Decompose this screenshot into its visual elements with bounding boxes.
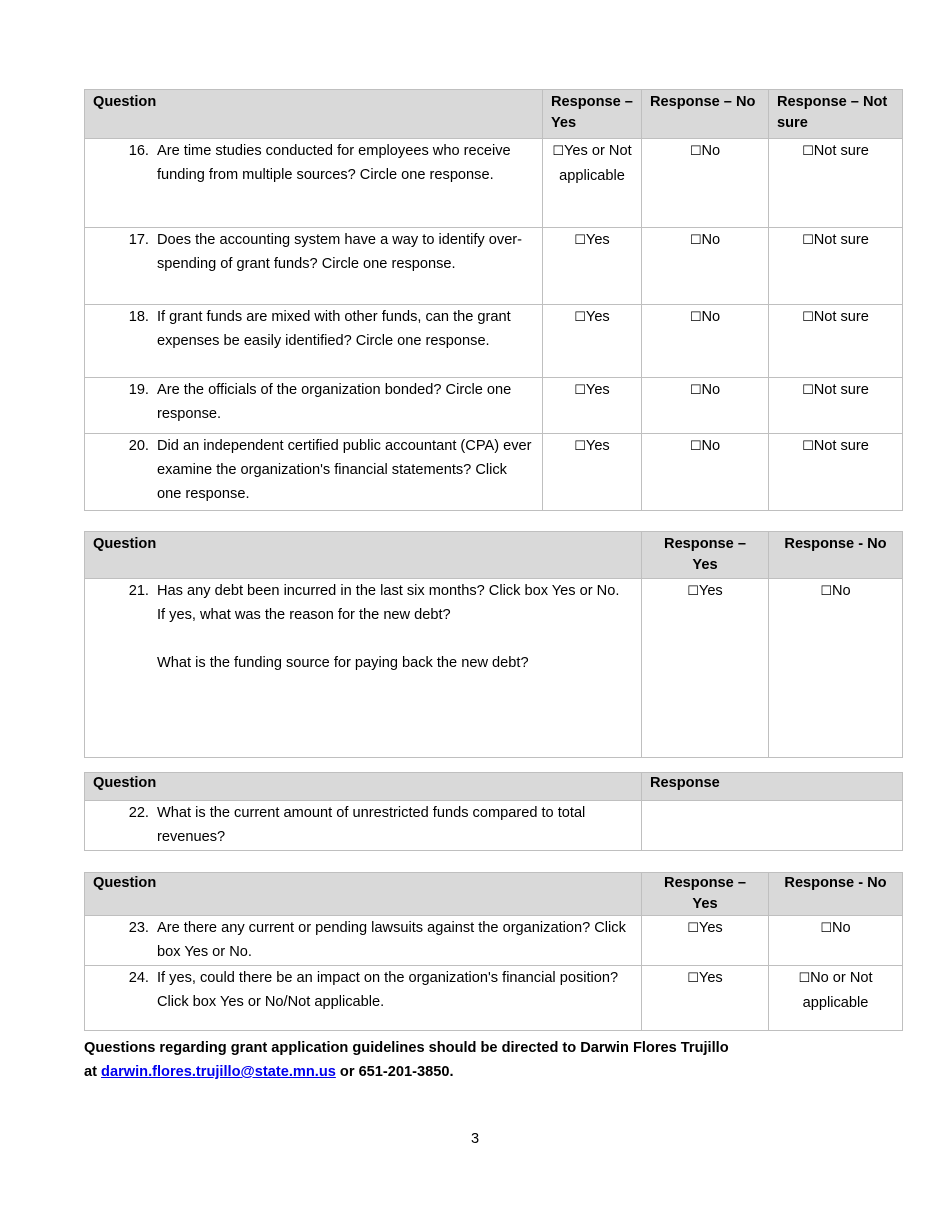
option-label: No bbox=[832, 583, 851, 599]
checkbox-yes[interactable]: ☐ bbox=[574, 439, 586, 454]
followup-reason: If yes, what was the reason for the new debt? bbox=[157, 607, 451, 623]
option-label: No or Not applicable bbox=[802, 970, 873, 1011]
checkbox-yes[interactable]: ☐ bbox=[687, 921, 699, 936]
question-number: 16. bbox=[128, 143, 149, 159]
header-response-no: Response – No bbox=[642, 90, 769, 139]
option-label: Yes bbox=[698, 970, 723, 986]
checkbox-no[interactable]: ☐ bbox=[798, 971, 811, 986]
option-label: Yes bbox=[698, 583, 723, 599]
checkbox-not-sure[interactable]: ☐ bbox=[802, 383, 814, 398]
header-response-yes: Response – Yes bbox=[642, 873, 769, 916]
header-response-yes: Response – Yes bbox=[642, 532, 769, 579]
table-row bbox=[85, 228, 903, 305]
option-label: Not sure bbox=[813, 382, 869, 398]
option-label: No bbox=[701, 438, 721, 454]
response-field[interactable] bbox=[642, 801, 903, 851]
checkbox-yes[interactable]: ☐ bbox=[574, 383, 586, 398]
option-label: Not sure bbox=[813, 309, 869, 325]
checkbox-not-sure[interactable]: ☐ bbox=[802, 310, 814, 325]
checkbox-no[interactable]: ☐ bbox=[689, 144, 702, 159]
question-text: Has any debt been incurred in the last six months? Click box Yes or No. bbox=[157, 583, 620, 599]
checkbox-no[interactable]: ☐ bbox=[820, 921, 832, 936]
header-question: Question bbox=[85, 532, 642, 579]
question-text: Did an independent certified public accountant (CPA) ever examine the organization's financial statements? Click one response. bbox=[157, 438, 532, 502]
question-text: Are the officials of the organization bonded? Circle one response. bbox=[157, 382, 512, 422]
checkbox-not-sure[interactable]: ☐ bbox=[802, 439, 814, 454]
header-response-yes: Response – Yes bbox=[543, 90, 642, 139]
header-response-no: Response - No bbox=[769, 532, 903, 579]
contact-at: at bbox=[84, 1064, 97, 1080]
checkbox-yes[interactable]: ☐ bbox=[574, 310, 586, 325]
email-link[interactable]: darwin.flores.trujillo@state.mn.us bbox=[101, 1064, 336, 1080]
option-label: Not sure bbox=[813, 438, 869, 454]
option-label: Yes bbox=[585, 438, 610, 454]
option-label: No bbox=[701, 232, 721, 248]
option-label: No bbox=[701, 143, 721, 159]
page-number: 3 bbox=[470, 1131, 480, 1147]
option-label: No bbox=[832, 920, 851, 936]
followup-funding-source: What is the funding source for paying back the new debt? bbox=[157, 655, 529, 671]
question-text: Are time studies conducted for employees who receive funding from multiple sources? Circle one response. bbox=[157, 143, 511, 183]
option-label: Yes bbox=[585, 232, 610, 248]
checkbox-no[interactable]: ☐ bbox=[820, 584, 832, 599]
table-row bbox=[85, 579, 903, 758]
header-response: Response bbox=[642, 773, 903, 801]
table-row bbox=[85, 378, 903, 434]
option-label: No bbox=[701, 309, 721, 325]
question-text: If grant funds are mixed with other funds, can the grant expenses be easily identified? Circle one response. bbox=[157, 309, 511, 349]
question-number: 20. bbox=[128, 438, 149, 454]
checkbox-yes[interactable]: ☐ bbox=[687, 584, 699, 599]
header-response-not-sure: Response – Not sure bbox=[769, 90, 903, 139]
checkbox-no[interactable]: ☐ bbox=[689, 383, 702, 398]
question-number: 18. bbox=[128, 309, 149, 325]
table-row bbox=[85, 801, 903, 851]
table-row bbox=[85, 305, 903, 378]
checkbox-not-sure[interactable]: ☐ bbox=[802, 233, 814, 248]
header-question: Question bbox=[85, 90, 543, 139]
question-number: 22. bbox=[128, 805, 149, 821]
questions-table-16-20 bbox=[84, 89, 903, 511]
checkbox-yes[interactable]: ☐ bbox=[687, 971, 699, 986]
question-table-23-24 bbox=[84, 872, 903, 1031]
table-row bbox=[85, 966, 903, 1031]
question-text: If yes, could there be an impact on the organization's financial position? Click box Yes or No/Not applicable. bbox=[157, 970, 619, 1010]
checkbox-no[interactable]: ☐ bbox=[689, 310, 702, 325]
contact-phone: or 651-201-3850. bbox=[339, 1064, 454, 1080]
table-row bbox=[85, 916, 903, 966]
checkbox-not-sure[interactable]: ☐ bbox=[802, 144, 814, 159]
header-response-no: Response - No bbox=[769, 873, 903, 916]
question-table-21 bbox=[84, 531, 903, 758]
question-text: Does the accounting system have a way to identify over-spending of grant funds? Circle one response. bbox=[157, 232, 523, 272]
contact-line: Questions regarding grant application guidelines should be directed to Darwin Flores Trujillo bbox=[84, 1040, 729, 1056]
question-number: 19. bbox=[128, 382, 149, 398]
checkbox-yes[interactable]: ☐ bbox=[574, 233, 586, 248]
checkbox-no[interactable]: ☐ bbox=[689, 233, 702, 248]
question-text: What is the current amount of unrestricted funds compared to total revenues? bbox=[157, 805, 586, 845]
question-table-22 bbox=[84, 772, 903, 851]
option-label: Not sure bbox=[813, 143, 869, 159]
option-label: Yes or Not applicable bbox=[559, 143, 632, 184]
table-row bbox=[85, 139, 903, 228]
checkbox-yes[interactable]: ☐ bbox=[552, 144, 565, 159]
option-label: Yes bbox=[585, 309, 610, 325]
contact-note bbox=[84, 1036, 904, 1084]
option-label: Not sure bbox=[813, 232, 869, 248]
question-number: 17. bbox=[128, 232, 149, 248]
checkbox-no[interactable]: ☐ bbox=[689, 439, 702, 454]
question-number: 24. bbox=[128, 970, 149, 986]
header-question: Question bbox=[85, 873, 642, 916]
question-number: 23. bbox=[128, 920, 149, 936]
header-question: Question bbox=[85, 773, 642, 801]
option-label: Yes bbox=[585, 382, 610, 398]
question-number: 21. bbox=[128, 583, 149, 599]
table-row bbox=[85, 434, 903, 511]
option-label: Yes bbox=[698, 920, 723, 936]
option-label: No bbox=[701, 382, 721, 398]
question-text: Are there any current or pending lawsuits against the organization? Click box Yes or No. bbox=[157, 920, 626, 960]
